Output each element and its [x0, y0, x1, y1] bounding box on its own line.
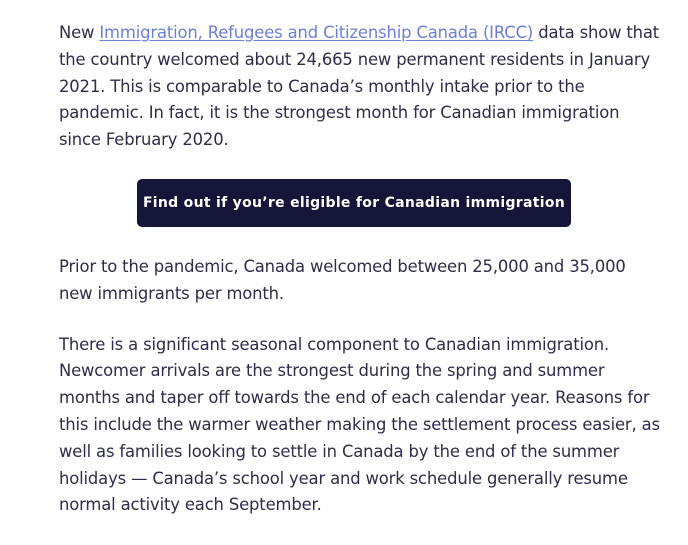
article-body: [59, 20, 664, 179]
paragraph-seasonal: There is a significant seasonal component to Canadian immigration. Newcomer arrivals are the strongest during the spring and summer months and taper off towards the end of each calendar year. Reasons for this include the warmer weather making the settlement process easier, as well as families looking to settle in Canada by the end of the summer holidays — Canada’s school year and work schedule generally resume normal activity each September.: [59, 334, 660, 515]
article-body-continued: [59, 254, 664, 519]
eligibility-cta-button[interactable]: Find out if you’re eligible for Canadian immigration: [137, 179, 571, 227]
paragraph-ircc-lead: New: [59, 23, 100, 42]
paragraph-ircc-rest: data show that the country welcomed about 24,665 new permanent residents in January 2021. This is comparable to Canada’s monthly intake prior to the pandemic. In fact, it is the strongest month for Canadian immigration since February 2020.: [59, 23, 660, 150]
paragraph-pre-pandemic: Prior to the pandemic, Canada welcomed between 25,000 and 35,000 new immigrants per month.: [59, 257, 626, 303]
ircc-link[interactable]: Immigration, Refugees and Citizenship Canada (IRCC): [99, 23, 534, 42]
cta-container: [137, 179, 571, 227]
paragraph-ircc-data: [59, 20, 664, 154]
